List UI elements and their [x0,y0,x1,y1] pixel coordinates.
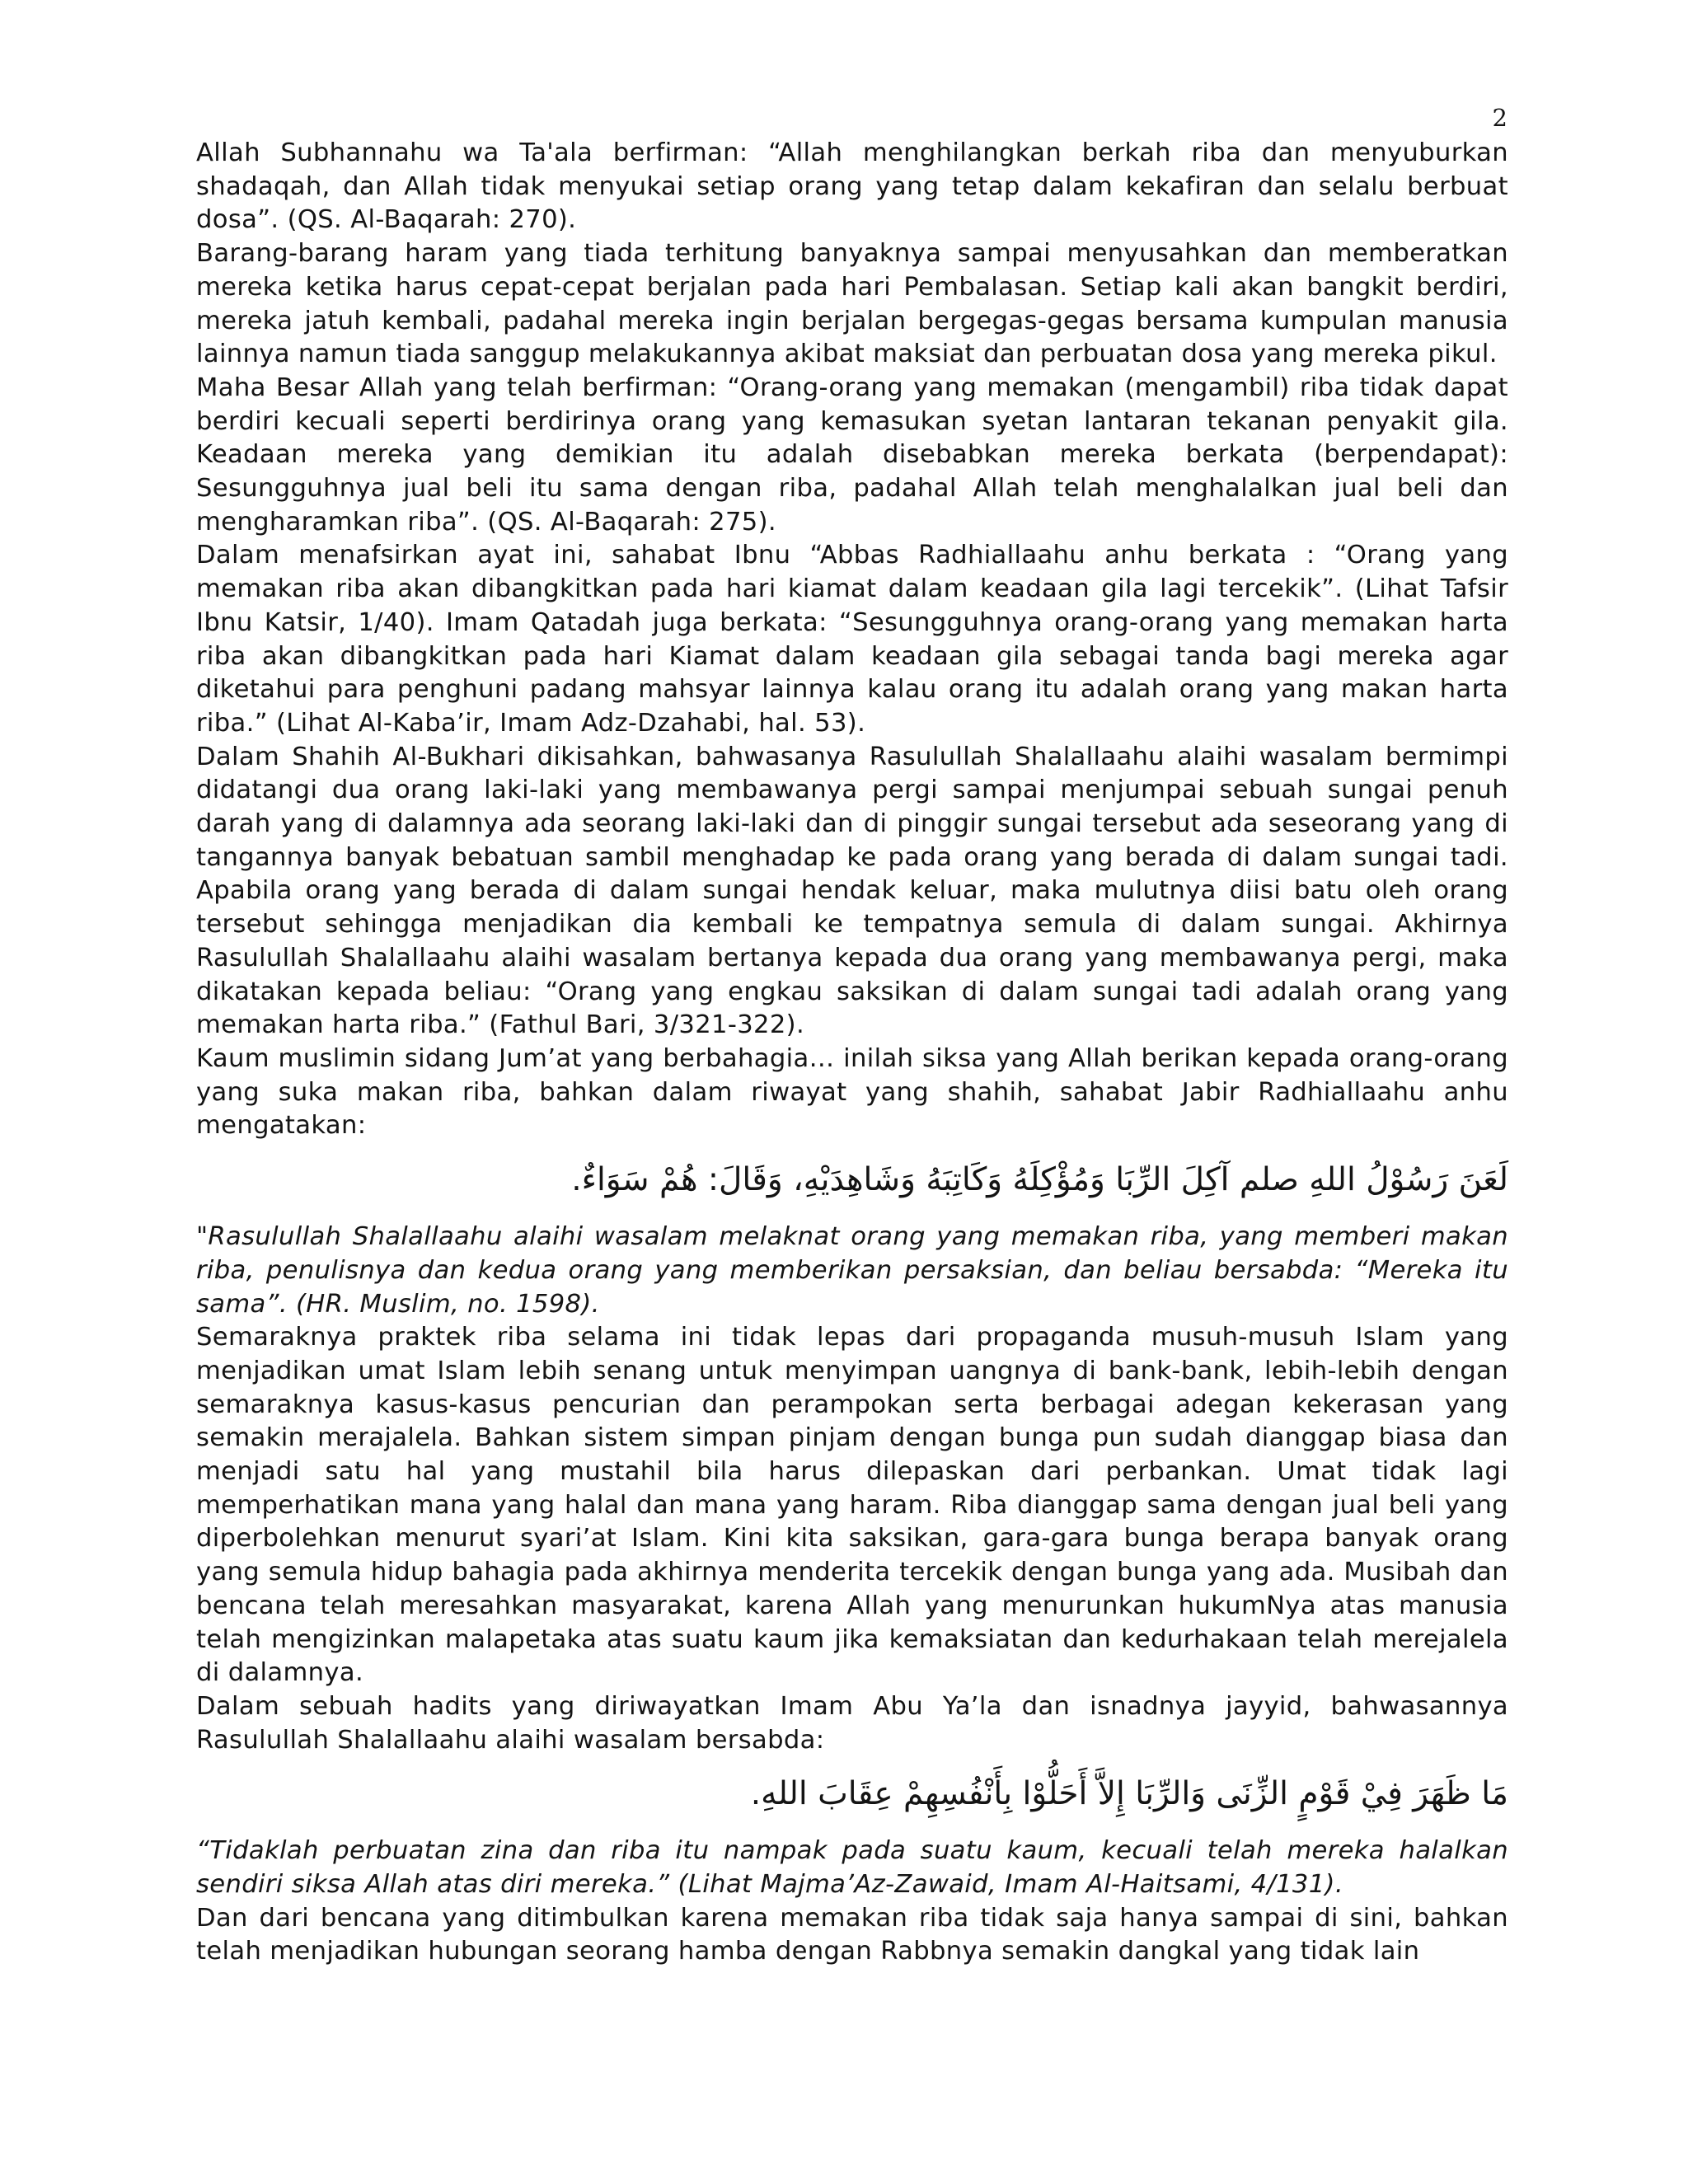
paragraph-ibnu-abbas: Dalam menafsirkan ayat ini, sahabat Ibnu “Abbas Radhiallaahu anhu berkata : “Orang yang memakan riba akan dibangkitkan pada hari kiamat dalam keadaan gila lagi tercekik”. (Lihat Tafsir Ibnu Katsir, 1/40). Imam Qatadah juga berkata: “Sesungguhnya orang-orang yang memakan harta riba akan dibangkitkan pada hari Kiamat dalam keadaan gila sebagai tanda bagi mereka agar diketahui para penghuni padang mahsyar lainnya kalau orang itu adalah orang yang makan harta riba.” (Lihat Al-Kaba’ir, Imam Adz-Dzahabi, hal. 53). [196,541,1508,738]
translation-hadith-2: “Tidaklah perbuatan zina dan riba itu nampak pada suatu kaum, kecuali telah mereka halalkan sendiri siksa Allah atas diri mereka.” (Lihat Majma’Az-Zawaid, Imam Al-Haitsami, 4/131). [196,1836,1508,1900]
paragraph-bukhari-dream: Dalam Shahih Al-Bukhari dikisahkan, bahwasanya Rasulullah Shalallaahu alaihi wasalam bermimpi didatangi dua orang laki-laki yang membawanya pergi sampai menjumpai sebuah sungai penuh darah yang di dalamnya ada seorang laki-laki dan di pinggir sungai tersebut ada seseorang yang di tangannya banyak bebatuan sambil menghadap ke pada orang yang berada di dalam sungai tadi. Apabila orang yang berada di dalam sungai hendak keluar, maka mulutnya diisi batu oleh orang tersebut sehingga menjadikan dia kembali ke tempatnya semula di dalam sungai. Akhirnya Rasulullah Shalallaahu alaihi wasalam bertanya kepada dua orang yang membawanya pergi, maka dikatakan kepada beliau: “Orang yang engkau saksikan di dalam sungai tadi adalah orang yang memakan harta riba.” (Fathul Bari, 3/321-322). [196,742,1508,1040]
paragraph-closing: Dan dari bencana yang ditimbulkan karena memakan riba tidak saja hanya sampai di sini, bahkan telah menjadikan hubungan seorang hamba dengan Rabbnya semakin dangkal yang tidak lain [196,1903,1508,1966]
translation-hadith-1: "Rasulullah Shalallaahu alaihi wasalam melaknat orang yang memakan riba, yang memberi makan riba, penulisnya dan kedua orang yang memberikan persaksian, dan beliau bersabda: “Mereka itu sama”. (HR. Muslim, no. 1598). [196,1222,1508,1319]
arabic-hadith-2: مَا ظَهَرَ فِيْ قَوْمٍ الزِّنَى وَالرِّبَا إِلاَّ أَحَلُّوْا بِأَنْفُسِهِمْ عِقَابَ اللهِ. [750,1775,1508,1813]
paragraph-abu-yala-intro: Dalam sebuah hadits yang diriwayatkan Imam Abu Ya’la dan isnadnya jayyid, bahwasannya Rasulullah Shalallaahu alaihi wasalam bersabda: [196,1691,1508,1755]
page-number: 2 [1492,104,1507,132]
paragraph-quran-270: Allah Subhannahu wa Ta'ala berfirman: “Allah menghilangkan berkah riba dan menyuburkan shadaqah, dan Allah tidak menyukai setiap orang yang tetap dalam kekafiran dan selalu berbuat dosa”. (QS. Al-Baqarah: 270). [196,138,1508,235]
paragraph-haram-burden: Barang-barang haram yang tiada terhitung banyaknya sampai menyusahkan dan memberatkan mereka ketika harus cepat-cepat berjalan pada hari Pembalasan. Setiap kali akan bangkit berdiri, mereka jatuh kembali, padahal mereka ingin berjalan bergegas-gegas bersama kumpulan manusia lainnya namun tiada sanggup melakukannya akibat maksiat dan perbuatan dosa yang mereka pikul. [196,239,1508,369]
paragraph-riba-practice: Semaraknya praktek riba selama ini tidak lepas dari propaganda musuh-musuh Islam yang menjadikan umat Islam lebih senang untuk menyimpan uangnya di bank-bank, lebih-lebih dengan semaraknya kasus-kasus pencurian dan perampokan serta berbagai adegan kekerasan yang semakin merajalela. Bahkan sistem simpan pinjam dengan bunga pun sudah dianggap biasa dan menjadi satu hal yang mustahil bila harus dilepaskan dari perbankan. Umat tidak lagi memperhatikan mana yang halal dan mana yang haram. Riba dianggap sama dengan jual beli yang diperbolehkan menurut syari’at Islam. Kini kita saksikan, gara-gara bunga berapa banyak orang yang semula hidup bahagia pada akhirnya menderita tercekik dengan bunga yang ada. Musibah dan bencana telah meresahkan masyarakat, karena Allah yang menurunkan hukumNya atas manusia telah mengizinkan malapetaka atas suatu kaum jika kemaksiatan dan kedurhakaan telah merejalela di dalamnya. [196,1323,1508,1688]
paragraph-jabir-intro: Kaum muslimin sidang Jum’at yang berbahagia… inilah siksa yang Allah berikan kepada orang-orang yang suka makan riba, bahkan dalam riwayat yang shahih, sahabat Jabir Radhiallaahu anhu mengatakan: [196,1043,1508,1141]
arabic-hadith-1: لَعَنَ رَسُوْلُ اللهِ صلم آكِلَ الرِّبَا وَمُؤْكِلَهُ وَكَاتِبَهُ وَشَاهِدَيْهِ، وَقَالَ: هُمْ سَوَاءٌ. [571,1161,1508,1199]
document-body [196,137,1508,1969]
paragraph-quran-275: Maha Besar Allah yang telah berfirman: “Orang-orang yang memakan (mengambil) riba tidak dapat berdiri kecuali seperti berdirinya orang yang kemasukan syetan lantaran tekanan penyakit gila. Keadaan mereka yang demikian itu adalah disebabkan mereka berkata (berpendapat): Sesungguhnya jual beli itu sama dengan riba, padahal Allah telah menghalalkan jual beli dan mengharamkan riba”. (QS. Al-Baqarah: 275). [196,373,1508,537]
